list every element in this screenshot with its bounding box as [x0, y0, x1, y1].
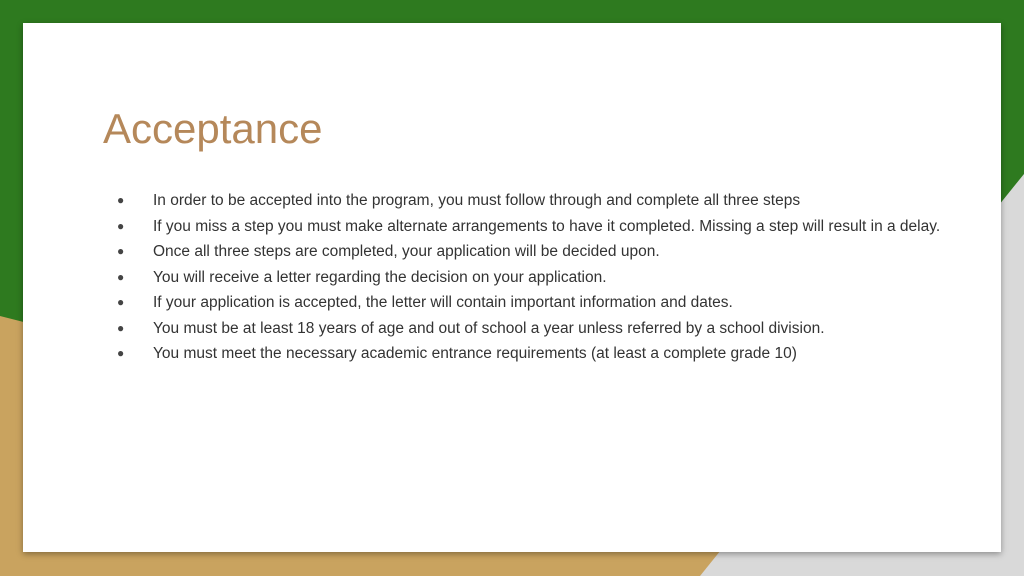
- bullet-text: Once all three steps are completed, your application will be decided upon.: [153, 243, 660, 260]
- bullet-list: [103, 188, 943, 367]
- bullet-dot-icon: ●: [117, 269, 125, 284]
- bullet-item: [103, 214, 943, 240]
- bullet-dot-icon: ●: [117, 295, 125, 309]
- bullet-item: [103, 316, 943, 342]
- bullet-item: [103, 341, 943, 367]
- slide-content-card: [23, 23, 1001, 552]
- bullet-dot-icon: ●: [117, 193, 125, 207]
- bullet-text: You must meet the necessary academic entrance requirements (at least a complete grade 10): [153, 345, 797, 362]
- bullet-text: If your application is accepted, the letter will contain important information and dates.: [153, 294, 733, 311]
- bullet-dot-icon: ●: [117, 218, 125, 233]
- bullet-dot-icon: ●: [117, 320, 125, 335]
- slide-title: Acceptance: [103, 105, 323, 152]
- bullet-item: [103, 265, 943, 291]
- bullet-text: You must be at least 18 years of age and out of school a year unless referred by a school division.: [153, 319, 825, 337]
- bullet-dot-icon: ●: [117, 346, 125, 360]
- bullet-item: [103, 290, 943, 316]
- bullet-item: [103, 239, 943, 265]
- bullet-text: You will receive a letter regarding the decision on your application.: [153, 268, 607, 286]
- bullet-item: [103, 188, 943, 214]
- bullet-text: In order to be accepted into the program, you must follow through and complete all three steps: [153, 192, 801, 209]
- bullet-dot-icon: ●: [117, 244, 125, 258]
- bullet-text: If you miss a step you must make alternate arrangements to have it completed. Missing a step will result in a delay.: [153, 217, 941, 235]
